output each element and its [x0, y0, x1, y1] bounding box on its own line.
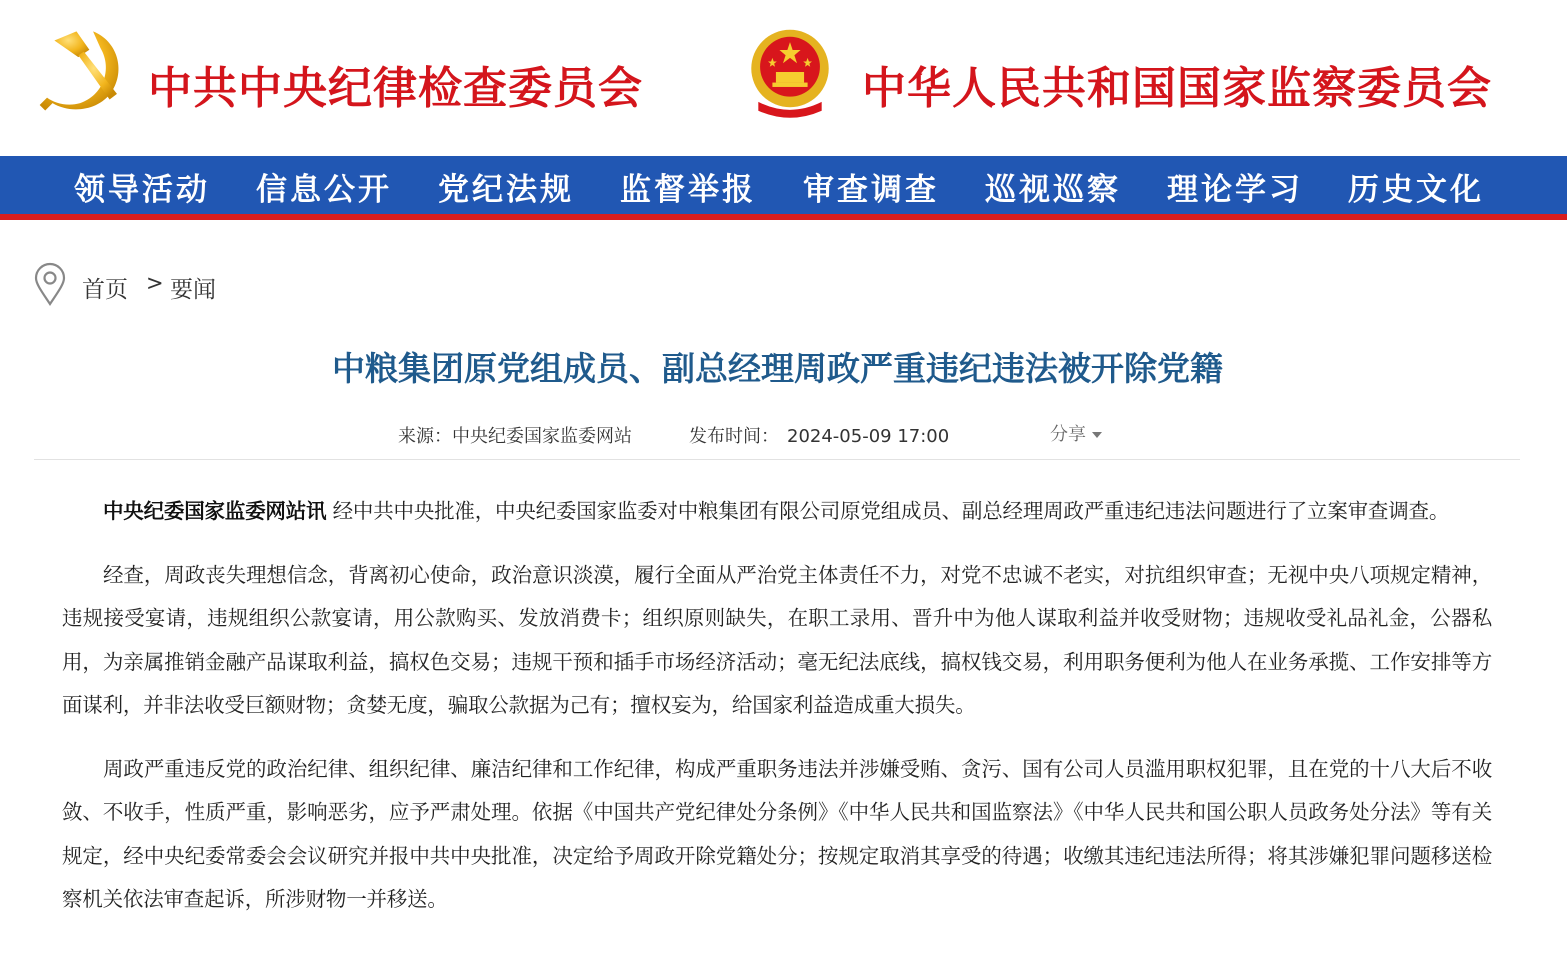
divider: [34, 459, 1520, 460]
nav-item-investigation[interactable]: 审查调查: [803, 172, 939, 208]
article-lead: 中央纪委国家监委网站讯: [103, 499, 327, 523]
article-title: 中粮集团原党组成员、副总经理周政严重违纪违法被开除党籍: [332, 349, 1223, 388]
nav-item-supervision-report[interactable]: 监督举报: [620, 172, 756, 208]
source-label: 来源：: [398, 426, 452, 447]
nav-item-info-disclosure[interactable]: 信息公开: [256, 172, 392, 208]
share-button[interactable]: [1050, 420, 1102, 446]
nav-item-leadership[interactable]: 领导活动: [74, 172, 210, 208]
article-publish-time: [689, 422, 949, 448]
org-name-nsc: 中华人民共和国国家监察委员会: [862, 63, 1492, 114]
nav-item-inspection[interactable]: 巡视巡察: [985, 172, 1121, 208]
org-name-ccdi: 中共中央纪律检查委员会: [148, 63, 643, 114]
share-label: 分享: [1050, 424, 1086, 445]
nav-item-history-culture[interactable]: 历史文化: [1348, 172, 1484, 208]
time-label: 发布时间：: [689, 426, 779, 447]
breadcrumb-separator: >: [146, 271, 164, 295]
site-header: [0, 0, 1567, 156]
location-pin-icon: [32, 262, 68, 306]
article-paragraph: [62, 490, 1492, 534]
caret-down-icon: [1092, 432, 1102, 438]
breadcrumb-home-link[interactable]: 首页: [82, 277, 128, 303]
time-value: 2024-05-09 17:00: [787, 426, 950, 447]
article-paragraph: 周政严重违反党的政治纪律、组织纪律、廉洁纪律和工作纪律，构成严重职务违法并涉嫌受贿、贪污、国有公司人员滥用职权犯罪，且在党的十八大后不收敛、不收手，性质严重，影响恶劣，应予严肃处理。依据《中国共产党纪律处分条例》《中华人民共和国监察法》《中华人民共和国公职人员政务处分法》等有关规定，经中央纪委常委会会议研究并报中共中央批准，决定给予周政开除党籍处分；按规定取消其享受的待遇；收缴其违纪违法所得；将其涉嫌犯罪问题移送检察机关依法审查起诉，所涉财物一并移送。: [62, 756, 1492, 911]
party-emblem-icon: [36, 24, 128, 116]
nav-item-theory-study[interactable]: 理论学习: [1167, 172, 1303, 208]
national-emblem-icon: [746, 22, 834, 122]
nav-item-regulations[interactable]: 党纪法规: [438, 172, 574, 208]
source-value: 中央纪委国家监委网站: [452, 426, 632, 447]
article-body: [62, 490, 1492, 942]
article-paragraph: 经查，周政丧失理想信念，背离初心使命，政治意识淡漠，履行全面从严治党主体责任不力，对党不忠诚不老实，对抗组织审查；无视中央八项规定精神，违规接受宴请，违规组织公款宴请，用公款购买、发放消费卡；组织原则缺失，在职工录用、晋升中为他人谋取利益并收受财物；违规收受礼品礼金，公器私用，为亲属推销金融产品谋取利益，搞权色交易；违规干预和插手市场经济活动；毫无纪法底线，搞权钱交易，利用职务便利为他人在业务承揽、工作安排等方面谋利，并非法收受巨额财物；贪婪无度，骗取公款据为己有；擅权妄为，给国家利益造成重大损失。: [62, 562, 1492, 717]
main-nav: [0, 156, 1567, 220]
breadcrumb-current[interactable]: 要闻: [170, 277, 216, 303]
article-paragraph-text: 经中共中央批准，中央纪委国家监委对中粮集团有限公司原党组成员、副总经理周政严重违纪违法问题进行了立案审查调查。: [326, 499, 1450, 523]
article-source: [398, 422, 632, 448]
